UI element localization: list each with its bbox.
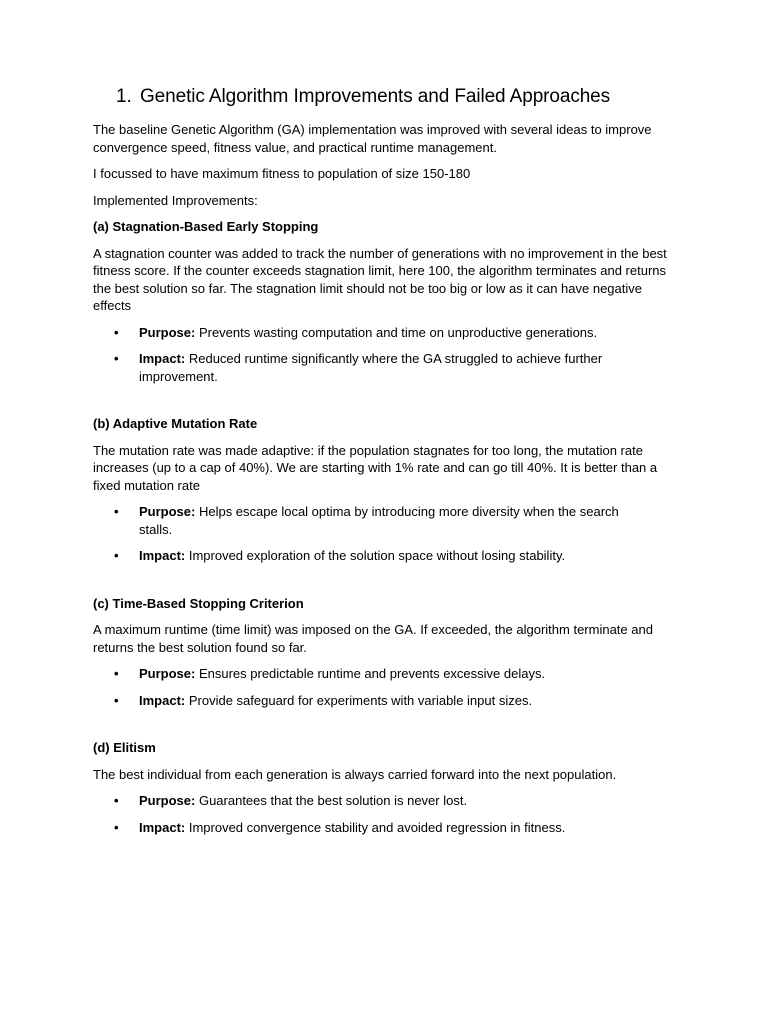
bullet-list-stagnation bbox=[93, 324, 673, 386]
section-body-elitism: The best individual from each generation is always carried forward into the next population. bbox=[93, 766, 617, 782]
intro-note: I focussed to have maximum fitness to population of size 150-180 bbox=[93, 166, 471, 181]
section-title-time-stopping: (c) Time-Based Stopping Criterion bbox=[93, 595, 304, 611]
section-body-stagnation: A stagnation counter was added to track the number of generations with no improvement in the best fitness score. If the counter exceeds stagnation limit, here 100, the algorithm terminates and returns the best solution so far. The stagnation limit should not be too big or low as it can have negative effects bbox=[93, 245, 667, 313]
intro-paragraph: The baseline Genetic Algorithm (GA) implementation was improved with several ideas to improve convergence speed, fitness value, and practical runtime management. bbox=[93, 122, 652, 155]
bullet-item bbox=[93, 503, 639, 538]
bullet-list-elitism bbox=[93, 792, 673, 836]
section-title-elitism: (d) Elitism bbox=[93, 740, 156, 755]
bullet-glyph: • bbox=[114, 666, 119, 681]
bullet-label: Impact: bbox=[139, 692, 186, 708]
bullet-glyph: • bbox=[114, 504, 119, 519]
section-title-adaptive-mutation: (b) Adaptive Mutation Rate bbox=[93, 416, 258, 431]
bullet-item bbox=[93, 692, 639, 710]
bullet-text: Provide safeguard for experiments with variable input sizes. bbox=[185, 692, 533, 708]
heading-number: 1. bbox=[116, 86, 132, 107]
bullet-label: Purpose: bbox=[139, 793, 196, 808]
bullet-glyph: • bbox=[114, 793, 119, 808]
bullet-label: Impact: bbox=[139, 351, 186, 366]
bullet-glyph: • bbox=[114, 692, 119, 708]
bullet-item bbox=[93, 324, 639, 342]
bullet-text: Improved exploration of the solution space without losing stability. bbox=[185, 548, 566, 563]
heading-title: Genetic Algorithm Improvements and Failed Approaches bbox=[140, 86, 611, 107]
section-heading bbox=[116, 86, 610, 108]
improvements-label: Implemented Improvements: bbox=[93, 192, 258, 208]
bullet-item bbox=[93, 665, 639, 683]
section-title-stagnation: (a) Stagnation-Based Early Stopping bbox=[93, 219, 319, 234]
bullet-list-time-stopping bbox=[93, 665, 673, 709]
bullet-item bbox=[93, 792, 639, 810]
bullet-text: Reduced runtime significantly where the GA struggled to achieve further improvement. bbox=[139, 351, 603, 384]
section-body-adaptive-mutation: The mutation rate was made adaptive: if the population stagnates for too long, the mutation rate increases (up to a cap of 40%). We are starting with 1% rate and can go till 40%. It is better than a fixed mutation rate bbox=[93, 442, 658, 493]
bullet-list-adaptive-mutation bbox=[93, 503, 673, 565]
bullet-label: Impact: bbox=[139, 819, 186, 835]
bullet-glyph: • bbox=[114, 351, 119, 366]
bullet-label: Purpose: bbox=[139, 504, 196, 519]
bullet-label: Purpose: bbox=[139, 666, 196, 681]
bullet-item bbox=[93, 547, 639, 565]
bullet-label: Impact: bbox=[139, 548, 186, 563]
bullet-text: Helps escape local optima by introducing more diversity when the search stalls. bbox=[139, 504, 619, 537]
document-body bbox=[93, 121, 673, 845]
bullet-glyph: • bbox=[114, 548, 119, 563]
section-body-time-stopping: A maximum runtime (time limit) was imposed on the GA. If exceeded, the algorithm terminate and returns the best solution found so far. bbox=[93, 622, 653, 655]
bullet-text: Ensures predictable runtime and prevents excessive delays. bbox=[195, 666, 546, 681]
bullet-item bbox=[93, 819, 639, 837]
bullet-glyph: • bbox=[114, 324, 119, 340]
bullet-glyph: • bbox=[114, 819, 119, 835]
bullet-item bbox=[93, 350, 639, 385]
bullet-text: Guarantees that the best solution is never lost. bbox=[195, 793, 468, 808]
bullet-text: Improved convergence stability and avoided regression in fitness. bbox=[185, 819, 566, 835]
bullet-label: Purpose: bbox=[139, 324, 196, 340]
bullet-text: Prevents wasting computation and time on unproductive generations. bbox=[195, 324, 598, 340]
